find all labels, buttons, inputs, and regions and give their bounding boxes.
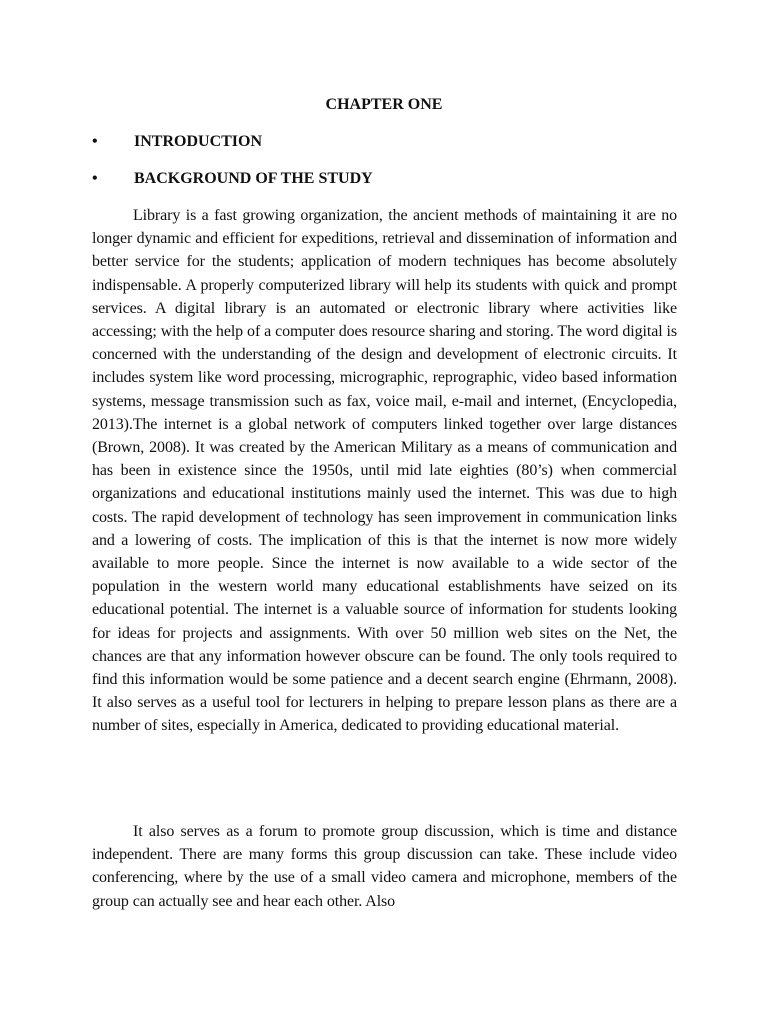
heading-background-label: BACKGROUND OF THE STUDY [134, 170, 373, 187]
heading-introduction-label: INTRODUCTION [134, 133, 263, 150]
paragraph-group-discussion: It also serves as a forum to promote group discussion, which is time and distance independent. There are many forms this group discussion can take. These include video conferencing, where by the use of a small video camera and microphone, members of the group can actually see and hear each other. Also [92, 823, 677, 910]
paragraph-library-background: Library is a fast growing organization, the ancient methods of maintaining it are no longer dynamic and efficient for expeditions, retrieval and dissemination of information and better service for the students; application of modern techniques has become absolutely indispensable. A properly computerized library will help its students with quick and prompt services. A digital library is an automated or electronic library where activities like accessing; with the help of a computer does resource sharing and storing. The word digital is concerned with the understanding of the design and development of electronic circuits. It includes system like word processing, micrographic, reprographic, video based information systems, message transmission such as fax, voice mail, e-mail and internet, (Encyclopedia, 2013).The internet is a global network of computers linked together over large distances (Brown, 2008). It was created by the American Military as a means of communication and has been in existence since the 1950s, until mid late eighties (80’s) when commercial organizations and educational institutions mainly used the internet. This was due to high costs. The rapid development of technology has seen improvement in communication links and a lowering of costs. The implication of this is that the internet is now more widely available to more people. Since the internet is now available to a wide sector of the population in the western world many educational establishments have seized on its educational potential. The internet is a valuable source of information for students looking for ideas for projects and assignments. With over 50 million web sites on the Net, the chances are that any information however obscure can be found. The only tools required to find this information would be some patience and a decent search engine (Ehrmann, 2008). It also serves as a useful tool for lecturers in helping to prepare lesson plans as there are a number of sites, especially in America, dedicated to providing educational material. [92, 207, 677, 735]
heading-introduction [92, 132, 262, 152]
bullet-icon: • [92, 170, 98, 187]
heading-background-of-the-study [92, 169, 373, 189]
chapter-title: CHAPTER ONE [325, 96, 443, 113]
bullet-icon: • [92, 133, 98, 150]
